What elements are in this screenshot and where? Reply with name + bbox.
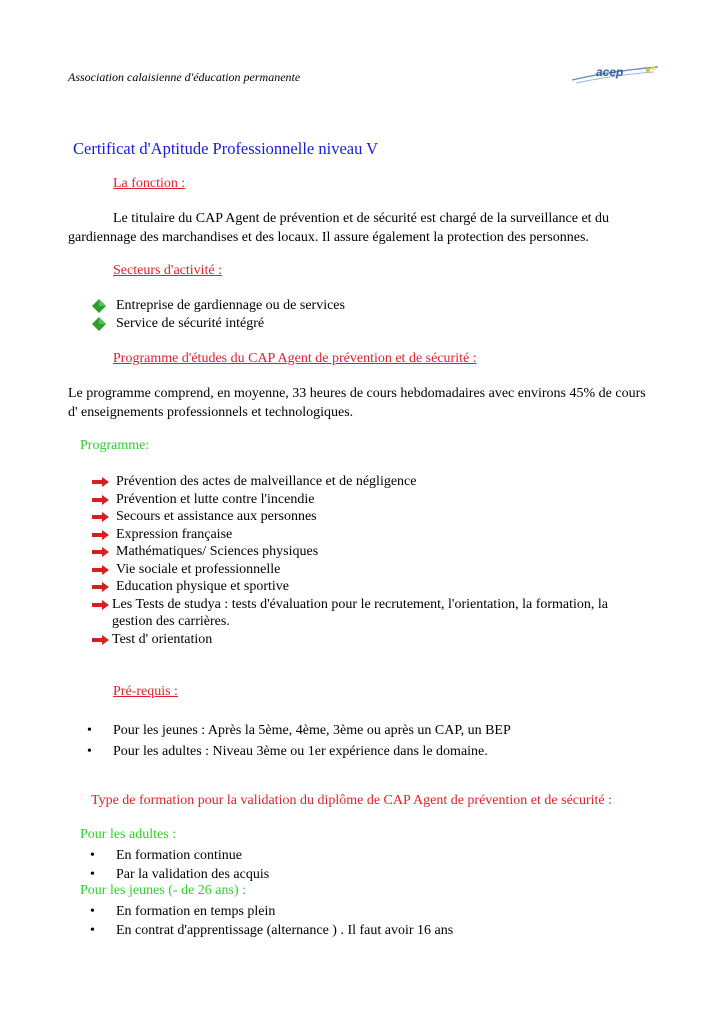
bullet-icon: • [90,904,95,919]
list-item [87,720,511,741]
list-item [116,491,646,509]
list-item [116,543,646,561]
prerequis-heading: Pré-requis : [113,684,178,699]
list-item [116,578,646,596]
list-item-label: Prévention des actes de malveillance et de négligence [116,474,417,489]
list-item [116,561,646,579]
page-title: Certificat d'Aptitude Professionnelle niveau V [73,139,379,158]
list-item-label: Service de sécurité intégré [116,315,265,331]
programme-etudes-heading: Programme d'études du CAP Agent de prévention et de sécurité : [113,351,477,366]
programme-etudes-text: Le programme comprend, en moyenne, 33 heures de cours hebdomadaires avec environs 45% de cours d' enseignements professionnels et technologiques. [68,386,646,420]
list-item-label: Prévention et lutte contre l'incendie [116,491,315,507]
list-item-label: Test d' orientation [112,631,213,647]
secteurs-heading: Secteurs d'activité : [113,263,223,278]
list-item [116,297,345,315]
svg-text:acep: acep [596,65,624,79]
red-arrow-icon [92,530,109,540]
type-formation-heading: Type de formation pour la validation du diplôme de CAP Agent de prévention et de sécurité : [91,793,613,808]
list-item [90,921,454,940]
bullet-icon: • [87,723,92,738]
programme-list [112,473,646,648]
bullet-icon: • [87,744,92,759]
list-item-label: En contrat d'apprentissage (alternance ) . Il faut avoir 16 ans [116,923,454,938]
prerequis-list [87,720,511,762]
adultes-list [90,846,270,884]
list-item-label: Vie sociale et professionnelle [116,561,281,577]
green-diamond-icon [92,317,106,331]
red-arrow-icon [92,582,109,592]
acep-logo [570,63,660,85]
list-item-label: Secours et assistance aux personnes [116,509,317,524]
red-arrow-icon [92,635,109,645]
list-item-label: Les Tests de studya : tests d'évaluation pour le recrutement, l'orientation, la formation, la gestion des carrières. [112,596,609,629]
list-item [90,902,453,921]
list-item-label: Education physique et sportive [116,579,290,594]
fonction-heading: La fonction : [113,176,186,191]
red-arrow-icon [92,495,109,505]
fonction-text: Le titulaire du CAP Agent de prévention et de sécurité est chargé de la surveillance et du gardiennage des marchandises et des locaux. Il assure également la protection des personnes. [68,211,610,245]
secteurs-list [116,297,345,332]
list-item-label: Par la validation des acquis [116,867,270,882]
list-item [90,865,270,884]
header-org-name: Association calaisienne d'éducation permanente [68,70,301,84]
jeunes-list [90,902,454,940]
adultes-label: Pour les adultes : [80,827,177,842]
list-item-label: Entreprise de gardiennage ou de services [116,298,345,313]
list-item [112,631,646,649]
list-item-label: Mathématiques/ Sciences physiques [116,544,319,559]
green-diamond-icon [92,299,106,313]
list-item-label: En formation continue [116,848,242,863]
red-arrow-icon [92,477,109,487]
list-item-label: Pour les jeunes : Après la 5ème, 4ème, 3ème ou après un CAP, un BEP [113,723,511,738]
list-item [87,741,511,762]
list-item [90,846,269,865]
list-item-label: Pour les adultes : Niveau 3ème ou 1er expérience dans le domaine. [113,744,488,759]
list-item [116,526,646,544]
list-item-label: Expression française [116,526,233,542]
list-item [116,473,646,491]
list-item [116,508,646,526]
list-item-label: En formation en temps plein [116,904,276,919]
jeunes-label: Pour les jeunes (- de 26 ans) : [80,883,247,898]
programme-heading: Programme: [80,438,150,453]
list-item [116,315,345,333]
bullet-icon: • [90,867,95,882]
red-arrow-icon [92,512,109,522]
list-item [112,596,646,631]
bullet-icon: • [90,923,95,938]
red-arrow-icon [92,565,109,575]
red-arrow-icon [92,600,109,610]
red-arrow-icon [92,547,109,557]
bullet-icon: • [90,848,95,863]
